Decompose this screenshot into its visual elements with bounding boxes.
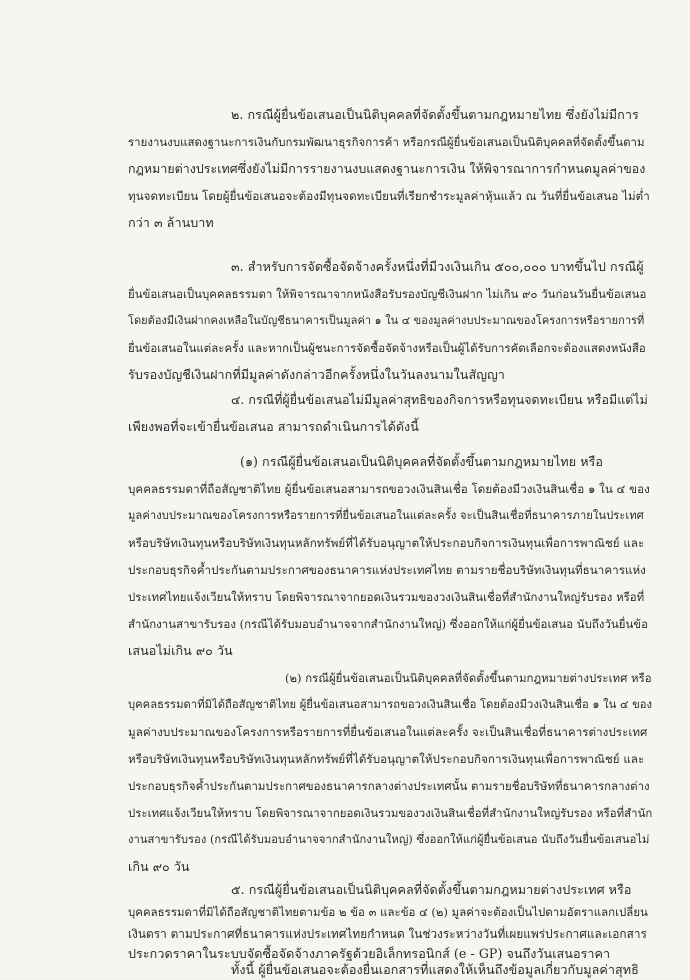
- paragraph-3-line-4: ยื่นข้อเสนอในแต่ละครั้ง และหากเป็นผู้ชนะการจัดซื้อจัดจ้างหรือเป็นผู้ได้รับการคัดเลือกจะต้องแสดงหนังสือ: [128, 341, 646, 355]
- clause-4-2-line-4: หรือบริษัทเงินทุนหรือบริษัทเงินทุนหลักทรัพย์ที่ได้รับอนุญาตให้ประกอบกิจการเงินทุนเพื่อการพาณิชย์ และ: [128, 752, 645, 766]
- paragraph-3-line-3: โดยต้องมีเงินฝากคงเหลือในบัญชีธนาคารเป็นมูลค่า ๑ ใน ๔ ของมูลค่างบประมาณของโครงการหรือรายการที่: [128, 314, 645, 327]
- paragraph-3-line-2: ยื่นข้อเสนอเป็นบุคคลธรรมดา ให้พิจารณาจากหนังสือรับรองบัญชีเงินฝาก ไม่เกิน ๙๐ วันก่อนวันยื่นข้อเสนอ: [128, 287, 647, 301]
- paragraph-5-line-1: ๕. กรณีผู้ยื่นข้อเสนอเป็นนิติบุคคลที่จัดตั้งขึ้นตามกฎหมายต่างประเทศ หรือ: [231, 882, 632, 897]
- clause-4-1-line-8: เสนอไม่เกิน ๙๐ วัน: [128, 643, 233, 658]
- clause-4-2-line-6: ประเทศแจ้งเวียนให้ทราบ โดยพิจารณาจากยอดเงินรวมของวงเงินสินเชื่อที่สำนักงานใหญ่รับรอง หรือที่สำนัก: [128, 806, 653, 820]
- paragraph-3-line-5: รับรองบัญชีเงินฝากที่มีมูลค่าดังกล่าวอีกครั้งหนึ่งในวันลงนามในสัญญา: [128, 367, 505, 382]
- paragraph-5-line-2: บุคคลธรรมดาที่มิได้ถือสัญชาติไทยตามข้อ ๒ ข้อ ๓ และข้อ ๔ (๒) มูลค่าจะต้องเป็นไปตามอัตราแลกเปลี่ยน: [128, 905, 648, 919]
- clause-4-2-line-1: (๒) กรณีผู้ยื่นข้อเสนอเป็นนิติบุคคลที่จัดตั้งขึ้นตามกฎหมายต่างประเทศ หรือ: [285, 671, 652, 685]
- clause-4-1-line-6: ประเทศไทยแจ้งเวียนให้ทราบ โดยพิจารณาจากยอดเงินรวมของวงเงินสินเชื่อที่สำนักงานใหญ่รับรอง หรือที่: [128, 590, 645, 604]
- paragraph-2-line-5: กว่า ๓ ล้านบาท: [128, 215, 214, 230]
- paragraph-2-line-3: กฎหมายต่างประเทศซึ่งยังไม่มีการรายงานงบแสดงฐานะการเงิน ให้พิจารณาการกำหนดมูลค่าของ: [128, 161, 646, 176]
- paragraph-2-line-1: ๒. กรณีผู้ยื่นข้อเสนอเป็นนิติบุคคลที่จัดตั้งขึ้นตามกฎหมายไทย ซึ่งยังไม่มีการ: [231, 107, 639, 122]
- paragraph-2-line-4: ทุนจดทะเบียน โดยผู้ยื่นข้อเสนอจะต้องมีทุนจดทะเบียนที่เรียกชำระมูลค่าหุ้นแล้ว ณ วันที่ยื่นข้อเสนอ ไม่ต่ำ: [128, 189, 650, 203]
- clause-4-1-line-3: มูลค่างบประมาณของโครงการหรือรายการที่ยื่นข้อเสนอในแต่ละครั้ง จะเป็นสินเชื่อที่ธนาคารภายในประเทศ: [128, 509, 644, 522]
- clause-4-1-line-7: สำนักงานสาขารับรอง (กรณีได้รับมอบอำนาจจากสำนักงานใหญ่) ซึ่งออกให้แก่ผู้ยื่นข้อเสนอ นับถึงวันยื่นข้อ: [128, 617, 649, 631]
- clause-4-2-line-7: งานสาขารับรอง (กรณีได้รับมอบอำนาจจากสำนักงานใหญ่) ซึ่งออกให้แก่ผู้ยื่นข้อเสนอ นับถึงวันยื่นข้อเสนอไม่: [128, 833, 650, 846]
- clause-4-2-line-8: เกิน ๙๐ วัน: [128, 859, 190, 874]
- paragraph-5-line-3: เงินตรา ตามประกาศที่ธนาคารแห่งประเทศไทยกำหนด ในช่วงระหว่างวันที่เผยแพร่ประกาศและเอกสาร: [128, 927, 647, 941]
- paragraph-4-line-2: เพียงพอที่จะเข้ายื่นข้อเสนอ สามารถดำเนินการได้ดังนี้: [128, 419, 419, 434]
- closing-line: ทั้งนี้ ผู้ยื่นข้อเสนอจะต้องยื่นเอกสารที่แสดงให้เห็นถึงข้อมูลเกี่ยวกับมูลค่าสุทธิ: [231, 962, 639, 977]
- clause-4-2-line-5: ประกอบธุรกิจค้ำประกันตามประกาศของธนาคารกลางต่างประเทศนั้น ตามรายชื่อบริษัทที่ธนาคารกลางต่าง: [128, 779, 650, 793]
- clause-4-1-line-5: ประกอบธุรกิจค้ำประกันตามประกาศของธนาคารแห่งประเทศไทย ตามรายชื่อบริษัทเงินทุนที่ธนาคารแห่ง: [128, 563, 646, 577]
- clause-4-1-line-1: (๑) กรณีผู้ยื่นข้อเสนอเป็นนิติบุคคลที่จัดตั้งขึ้นตามกฎหมายไทย หรือ: [240, 454, 603, 469]
- clause-4-1-line-2: บุคคลธรรมดาที่ถือสัญชาติไทย ผู้ยื่นข้อเสนอสามารถขอวงเงินสินเชื่อ โดยต้องมีวงเงินสินเชื่อ ๑ ใน ๔ ของ: [128, 482, 650, 496]
- clause-4-1-line-4: หรือบริษัทเงินทุนหรือบริษัทเงินทุนหลักทรัพย์ที่ได้รับอนุญาตให้ประกอบกิจการเงินทุนเพื่อการพาณิชย์ และ: [128, 536, 645, 550]
- paragraph-5-line-4: ประกวดราคาในระบบจัดซื้อจัดจ้างภาครัฐด้วยอิเล็กทรอนิกส์ (e - GP) จนถึงวันเสนอราคา: [128, 946, 611, 961]
- clause-4-2-line-3: มูลค่างบประมาณของโครงการหรือรายการที่ยื่นข้อเสนอในแต่ละครั้ง จะเป็นสินเชื่อที่ธนาคารต่างประเทศ: [128, 725, 648, 739]
- clause-4-2-line-2: บุคคลธรรมดาที่มิได้ถือสัญชาติไทย ผู้ยื่นข้อเสนอสามารถขอวงเงินสินเชื่อ โดยต้องมีวงเงินสินเชื่อ ๑ ใน ๔ ของ: [128, 698, 653, 711]
- paragraph-4-line-1: ๔. กรณีที่ผู้ยื่นข้อเสนอไม่มีมูลค่าสุทธิของกิจการหรือทุนจดทะเบียน หรือมีแต่ไม่: [231, 392, 648, 407]
- paragraph-3-line-1: ๓. สำหรับการจัดซื้อจัดจ้างครั้งหนึ่งที่มีวงเงินเกิน ๕๐๐,๐๐๐ บาทขึ้นไป กรณีผู้: [231, 259, 644, 274]
- paragraph-2-line-2: รายงานงบแสดงฐานะการเงินกับกรมพัฒนาธุรกิจการค้า หรือกรณีผู้ยื่นข้อเสนอเป็นนิติบุคคลที่จัดตั้งขึ้นตาม: [128, 135, 645, 149]
